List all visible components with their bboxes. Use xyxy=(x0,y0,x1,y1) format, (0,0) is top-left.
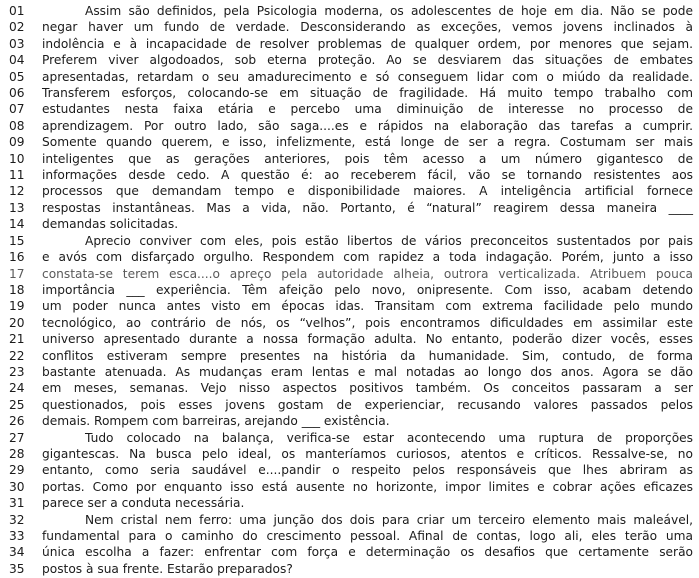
text-line xyxy=(0,233,699,249)
line-number: 34 xyxy=(9,545,25,560)
line-text: negar haver um fundo de verdade. Desconsiderando as exceções, vemos jovens inclinados à xyxy=(42,20,693,35)
line-number: 25 xyxy=(9,397,25,412)
line-number: 23 xyxy=(9,364,25,379)
text-line xyxy=(0,19,699,35)
line-text: bastante atenuada. As mudanças eram lentas e mal notadas ao longo dos anos. Agora se dão xyxy=(42,364,693,379)
text-line xyxy=(0,52,699,68)
line-text: questionados, pois esses jovens gostam de experienciar, recusando valores passados pelos xyxy=(42,397,693,412)
text-line xyxy=(0,167,699,183)
line-text: constata-se terem esca....o apreço pela autoridade alheia, outrora verticalizada. Atribuem pouca xyxy=(42,266,693,281)
line-text: postos à sua frente. Estarão preparados? xyxy=(42,561,293,576)
text-line xyxy=(0,544,699,560)
line-number: 16 xyxy=(9,250,25,265)
line-text: única escolha a fazer: enfrentar com força e determinação os desafios que certamente serão xyxy=(42,545,693,560)
line-text: aprendizagem. Por outro lado, são saga....es e rápidos na elaboração das tarefas a cumprir. xyxy=(42,118,693,133)
line-text: parece ser a conduta necessária. xyxy=(42,496,245,511)
text-line xyxy=(0,183,699,199)
text-line xyxy=(0,561,699,577)
line-number: 20 xyxy=(9,315,25,330)
line-text: informações desde cedo. A questão é: ao receberem fácil, vão se tornando resistentes aos xyxy=(42,168,693,183)
line-number: 15 xyxy=(9,233,25,248)
text-body xyxy=(0,3,699,577)
text-line xyxy=(0,446,699,462)
line-number: 13 xyxy=(9,200,25,215)
text-line xyxy=(0,134,699,150)
text-line xyxy=(0,151,699,167)
line-text: gigantescas. Na busca pelo ideal, os manteríamos curiosos, atentos e críticos. Ressalve-se, no xyxy=(42,446,693,461)
text-line xyxy=(0,118,699,134)
text-line xyxy=(0,430,699,446)
line-number: 21 xyxy=(9,332,25,347)
line-number: 12 xyxy=(9,184,25,199)
text-line xyxy=(0,380,699,396)
line-number: 14 xyxy=(9,217,25,232)
line-text: Transferem esforços, colocando-se em situação de fragilidade. Há muito tempo trabalho com xyxy=(42,86,693,101)
line-text: Nem cristal nem ferro: uma junção dos dois para criar um terceiro elemento mais maleável, xyxy=(85,512,693,527)
line-text: Tudo colocado na balança, verifica-se estar acontecendo uma ruptura de proporções xyxy=(85,430,693,445)
text-line xyxy=(0,101,699,117)
line-number: 22 xyxy=(9,348,25,363)
line-text: e avós com disfarçado orgulho. Respondem com rapidez a toda indagação. Porém, junto a isso xyxy=(42,250,693,265)
line-text: demandas solicitadas. xyxy=(42,217,179,232)
line-text: entanto, como seria saudável e....pandir o respeito pelos responsáveis que lhes abriram as xyxy=(42,463,693,478)
line-text: processos que demandam tempo e disponibilidade maiores. A inteligência artificial fornece xyxy=(42,184,693,199)
line-text: fundamental para o caminho do crescimento pessoal. Afinal de contas, logo ali, eles terão uma xyxy=(42,529,693,543)
text-line xyxy=(0,364,699,380)
line-text: em meses, semanas. Vejo nisso aspectos positivos também. Os conceitos passaram a ser xyxy=(42,381,693,396)
line-number: 26 xyxy=(9,414,25,429)
line-text: universo apresentado durante a nossa formação adulta. No entanto, poderão dizer vocês, esses xyxy=(42,332,693,347)
line-number: 24 xyxy=(9,381,25,396)
line-number: 30 xyxy=(9,479,25,494)
text-line xyxy=(0,495,699,511)
line-number: 09 xyxy=(9,135,25,150)
line-number: 10 xyxy=(9,151,25,166)
text-line xyxy=(0,3,699,19)
line-number: 05 xyxy=(9,69,25,84)
text-line xyxy=(0,216,699,232)
line-number: 02 xyxy=(9,20,25,35)
line-number: 01 xyxy=(9,4,25,18)
line-text: portas. Como por enquanto isso está ausente no horizonte, impor limites e cobrar ações eficazes xyxy=(42,479,693,494)
line-text: Somente quando querem, e isso, infelizmente, está longe de ser a regra. Costumam ser mais xyxy=(42,135,693,150)
line-number: 04 xyxy=(9,53,25,68)
text-line xyxy=(0,348,699,364)
line-number: 03 xyxy=(9,36,25,51)
line-number: 07 xyxy=(9,102,25,117)
line-number: 06 xyxy=(9,86,25,101)
text-line xyxy=(0,282,699,298)
line-text: estudantes nesta faixa etária e percebo uma diminuição de interesse no processo de xyxy=(42,102,693,117)
text-line xyxy=(0,462,699,478)
line-text: respostas instantâneas. Mas a vida, não. Portanto, é “natural” reagirem dessa maneira ____ xyxy=(42,200,693,215)
line-text: conflitos estiveram sempre presentes na história da humanidade. Sim, contudo, de forma xyxy=(42,348,693,363)
line-number: 11 xyxy=(9,168,25,183)
text-line xyxy=(0,200,699,216)
line-number: 27 xyxy=(9,430,25,445)
text-line xyxy=(0,249,699,265)
line-number: 17 xyxy=(9,266,25,281)
line-number: 31 xyxy=(9,496,25,511)
text-line xyxy=(0,479,699,495)
text-line xyxy=(0,298,699,314)
line-text: indolência e à incapacidade de resolver problemas de qualquer ordem, por menores que sejam. xyxy=(42,36,693,51)
text-line xyxy=(0,331,699,347)
line-text: apresentadas, retardam o seu amadurecimento e só conseguem lidar com o miúdo da realidade. xyxy=(42,69,693,84)
line-text: importância ___ experiência. Têm afeição pelo novo, onipresente. Com isso, acabam detendo xyxy=(42,282,693,297)
line-text: um poder nunca antes visto em épocas idas. Transitam com extrema facilidade pelo mundo xyxy=(42,299,693,314)
text-line xyxy=(0,85,699,101)
line-text: Preferem viver algodoados, sob eterna proteção. Ao se desviarem das situações de embates xyxy=(42,53,693,68)
text-line xyxy=(0,69,699,85)
text-line xyxy=(0,266,699,282)
line-text: Aprecio conviver com eles, pois estão libertos de vários preconceitos sustentados por pais xyxy=(85,233,693,248)
text-line xyxy=(0,397,699,413)
line-text: Assim são definidos, pela Psicologia moderna, os adolescentes de hoje em dia. Não se pode xyxy=(85,4,693,18)
line-number: 32 xyxy=(9,512,25,527)
text-line xyxy=(0,36,699,52)
text-line xyxy=(0,512,699,528)
line-number: 28 xyxy=(9,446,25,461)
line-number: 33 xyxy=(9,529,25,543)
text-line xyxy=(0,413,699,429)
line-number: 08 xyxy=(9,118,25,133)
line-number: 29 xyxy=(9,463,25,478)
line-number: 19 xyxy=(9,299,25,314)
line-number: 35 xyxy=(9,561,25,576)
text-line xyxy=(0,315,699,331)
line-text: demais. Rompem com barreiras, arejando ___ existência. xyxy=(42,414,390,429)
line-text: tecnológico, ao contrário de nós, os “velhos”, pois encontramos dificuldades em assimilar este xyxy=(42,315,693,330)
line-number: 18 xyxy=(9,282,25,297)
text-line xyxy=(0,528,699,544)
line-text: inteligentes que as gerações anteriores, pois têm acesso a um número gigantesco de xyxy=(42,151,693,166)
